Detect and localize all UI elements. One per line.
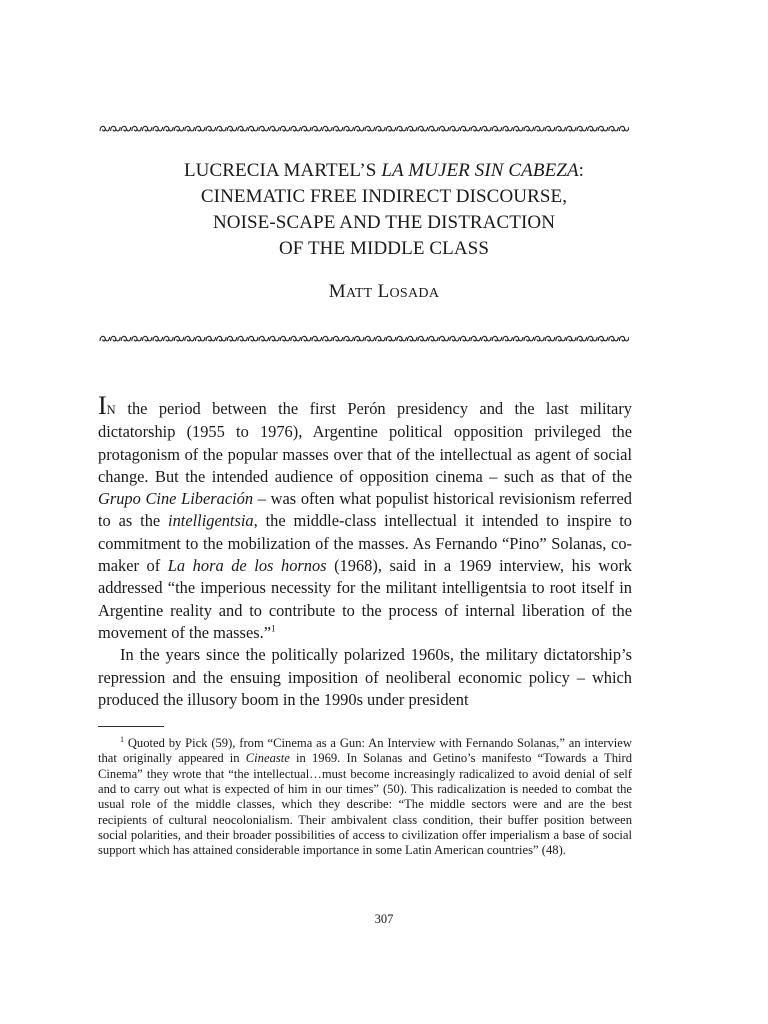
ornament-scroll-motif [164, 336, 174, 341]
page-number: 307 [374, 912, 394, 926]
ornament-scroll-motif [460, 336, 470, 341]
ornament-scroll-motif [270, 336, 280, 341]
ornament-scroll-motif [556, 336, 566, 341]
ornament-scroll-motif [301, 336, 311, 341]
ornament-scroll-motif [301, 126, 311, 131]
ornament-scroll-motif [280, 336, 290, 341]
ornament-scroll-motif [121, 336, 131, 341]
ornament-scroll-motif [535, 126, 545, 131]
title-line-4: OF THE MIDDLE CLASS [278, 238, 490, 259]
ornament-scroll-motif [619, 126, 629, 131]
ornament-scroll-motif [270, 126, 280, 131]
bottom-ornament-border [99, 334, 629, 344]
para1-text-4: (1968), said in a 1969 interview, his work addressed “the imperious necessity for the militant intelligentsia to root itself in Argentine reality and to contribute to the process of internal liberation of the movement of the masses.” [98, 556, 632, 642]
ornament-svg-bottom [99, 334, 629, 344]
para1-italic-1: Grupo Cine Liberación [98, 489, 254, 509]
para1-text-2: – was often what populist historical revisionism referred to as the [98, 489, 632, 531]
ornament-scroll-motif [354, 336, 364, 341]
ornament-scroll-motif [185, 336, 195, 341]
ornament-scroll-motif [566, 336, 576, 341]
ornament-scroll-motif [291, 336, 301, 341]
ornament-scroll-motif [397, 126, 407, 131]
ornament-scroll-motif [450, 336, 460, 341]
para1-text-1: the period between the first Perón presidency and the last military dictatorship (1955 to 1976), Argentine political opposition privileged the protagonism of the popular masses over that of the intellectual as agent of social change. But the intended audience of opposition cinema – such as that of the [98, 399, 632, 486]
ornament-scroll-motif [217, 336, 227, 341]
ornament-scroll-motif [598, 336, 608, 341]
footnote-reference[interactable]: 1 [270, 623, 276, 634]
ornament-scroll-motif [100, 126, 110, 131]
author-first-rest: ATT [345, 286, 373, 301]
title-line-3: NOISE-SCAPE AND THE DISTRACTION [212, 212, 556, 233]
ornament-scroll-motif [386, 126, 396, 131]
footnote-italic: Cineaste [245, 751, 290, 766]
ornament-scroll-motif [259, 126, 269, 131]
author-first-initial: M [328, 281, 346, 302]
article-title [60, 158, 708, 262]
ornament-scroll-motif [217, 126, 227, 131]
paragraph-1 [98, 391, 632, 644]
ornament-scroll-motif [132, 336, 142, 341]
author-last-rest: OSADA [389, 286, 440, 301]
author-name [60, 281, 708, 303]
ornament-scroll-motif [386, 336, 396, 341]
ornament-scroll-motif [566, 126, 576, 131]
ornament-scroll-motif [206, 126, 216, 131]
ornament-scroll-motif [142, 126, 152, 131]
ornament-scroll-motif [312, 126, 322, 131]
footnote-number: 1 [120, 734, 124, 744]
ornament-scroll-motif [354, 126, 364, 131]
footnote-1 [98, 736, 632, 859]
ornament-scroll-motif [333, 126, 343, 131]
para1-italic-3: La hora de los hornos [167, 556, 327, 576]
ornament-scroll-motif [195, 336, 205, 341]
ornament-scroll-motif [111, 336, 121, 341]
ornament-scroll-motif [344, 126, 354, 131]
ornament-scroll-motif [344, 336, 354, 341]
ornament-scroll-motif [100, 336, 110, 341]
ornament-scroll-motif [407, 126, 417, 131]
ornament-scroll-motif [121, 126, 131, 131]
ornament-scroll-motif [545, 336, 555, 341]
ornament-scroll-motif [259, 336, 269, 341]
ornament-scroll-motif [238, 336, 248, 341]
ornament-scroll-motif [492, 126, 502, 131]
ornament-scroll-motif [598, 126, 608, 131]
ornament-scroll-motif [206, 336, 216, 341]
ornament-scroll-motif [195, 126, 205, 131]
title-line-1 [60, 158, 708, 184]
ornament-scroll-motif [323, 336, 333, 341]
paragraph-2: In the years since the politically polarized 1960s, the military dictatorship’s repression and the ensuing imposition of neoliberal economic policy – which produced the illusory boom in the 1990s under president [98, 645, 632, 709]
footnote [98, 736, 632, 859]
ornament-scroll-motif [132, 126, 142, 131]
para1-text-3: , the middle-class intellectual it intended to inspire to commitment to the mobilization of the masses. As Fernando “Pino” Solanas, co-maker of [98, 511, 632, 576]
ornament-scroll-motif [524, 336, 534, 341]
ornament-scroll-motif [503, 336, 513, 341]
ornament-scroll-motif [524, 126, 534, 131]
ornament-scroll-motif [365, 126, 375, 131]
title-text: LUCRECIA MARTEL’S [183, 160, 382, 181]
author-last-initial: L [377, 281, 390, 302]
ornament-scroll-motif [439, 336, 449, 341]
ornament-scroll-motif [164, 126, 174, 131]
ornament-scroll-motif [429, 126, 439, 131]
ornament-scroll-motif [333, 336, 343, 341]
footnote-rule [98, 726, 164, 727]
ornament-scroll-motif [280, 126, 290, 131]
ornament-scroll-motif [174, 126, 184, 131]
ornament-scroll-motif [227, 126, 237, 131]
ornament-svg-top [99, 124, 629, 134]
ornament-scroll-motif [185, 126, 195, 131]
ornament-scroll-motif [365, 336, 375, 341]
ornament-scroll-motif [619, 336, 629, 341]
ornament-scroll-motif [588, 126, 598, 131]
para1-italic-2: intelligentsia [168, 511, 254, 531]
ornament-scroll-motif [418, 126, 428, 131]
ornament-scroll-motif [482, 336, 492, 341]
ornament-scroll-motif [248, 336, 258, 341]
ornament-scroll-motif [577, 336, 587, 341]
ornament-scroll-motif [460, 126, 470, 131]
ornament-scroll-motif [153, 126, 163, 131]
ornament-scroll-motif [376, 126, 386, 131]
ornament-scroll-motif [312, 336, 322, 341]
ornament-scroll-motif [376, 336, 386, 341]
ornament-scroll-motif [577, 126, 587, 131]
ornament-scroll-motif [323, 126, 333, 131]
ornament-scroll-motif [248, 126, 258, 131]
ornament-scroll-motif [535, 336, 545, 341]
top-ornament-border [99, 124, 629, 134]
ornament-scroll-motif [439, 126, 449, 131]
ornament-scroll-motif [513, 336, 523, 341]
ornament-scroll-motif [227, 336, 237, 341]
ornament-scroll-motif [238, 126, 248, 131]
ornament-scroll-motif [142, 336, 152, 341]
ornament-scroll-motif [153, 336, 163, 341]
film-title: LA MUJER SIN CABEZA [381, 160, 579, 181]
ornament-scroll-motif [545, 126, 555, 131]
ornament-scroll-motif [291, 126, 301, 131]
ornament-scroll-motif [609, 126, 619, 131]
ornament-scroll-motif [588, 336, 598, 341]
ornament-scroll-motif [111, 126, 121, 131]
ornament-scroll-motif [471, 336, 481, 341]
small-cap: N [106, 403, 116, 417]
ornament-scroll-motif [513, 126, 523, 131]
ornament-scroll-motif [482, 126, 492, 131]
ornament-scroll-motif [492, 336, 502, 341]
footnote-text-2: in 1969. In Solanas and Getino’s manifesto “Towards a Third Cinema” they wrote that “the intellectual…must become increasingly radicalized to avoid denial of self and to carry out what is expected of him in our times” (50). This radicalization is needed to combat the usual role of the middle classes, which they describe: “The middle sectors were and are the best recipients of cultural neocolonialism. Their ambivalent class condition, their buffer position between social polarities, and their broader possibilities of access to civilization offer imperialism a base of social support which has attained considerable importance in some Latin American countries” (48). [98, 751, 632, 858]
ornament-scroll-motif [556, 126, 566, 131]
title-colon: : [578, 160, 585, 181]
article-body [98, 391, 632, 711]
ornament-scroll-motif [450, 126, 460, 131]
ornament-scroll-motif [471, 126, 481, 131]
ornament-scroll-motif [407, 336, 417, 341]
ornament-scroll-motif [503, 126, 513, 131]
drop-cap: I [98, 391, 107, 420]
ornament-scroll-motif [397, 336, 407, 341]
ornament-scroll-motif [418, 336, 428, 341]
ornament-scroll-motif [174, 336, 184, 341]
title-line-2: CINEMATIC FREE INDIRECT DISCOURSE, [200, 186, 568, 207]
ornament-scroll-motif [609, 336, 619, 341]
footnote-text-1: Quoted by Pick (59), from “Cinema as a Gun: An Interview with Fernando Solanas,” an interview that originally appeared in [98, 736, 632, 766]
ornament-scroll-motif [429, 336, 439, 341]
